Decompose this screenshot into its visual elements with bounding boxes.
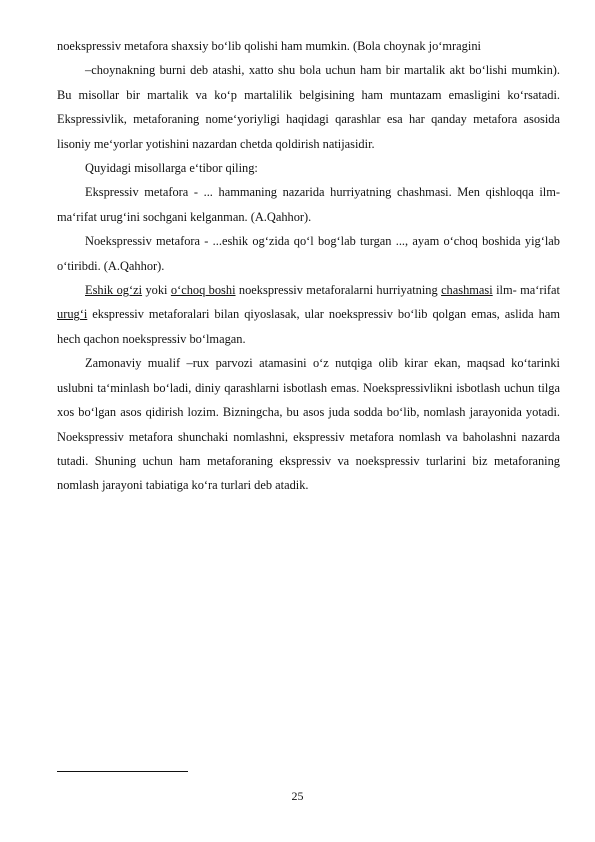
footnote-separator: [57, 771, 188, 772]
text-segment: ekspressiv metaforalari bilan qiyoslasak, ular noekspressiv bo‘lib qolgan emas, aslida ham hech qachon noekspressiv bo‘lmagan.: [57, 307, 560, 346]
paragraph-comparison: [57, 278, 560, 351]
page-number: 25: [291, 789, 304, 803]
term-eshik-ogzi: Eshik og‘zi: [85, 283, 143, 298]
paragraph-choynak: –choynakning burni deb atashi, xatto shu bola uchun ham bir martalik akt bo‘lishi mumkin). Bu misollar bir martalik va ko‘p martalilik belgisining ham muntazam emasligini ko‘rsatadi. Ekspressivlik, metaforaning nome‘yoriyligi haqidagi qarashlar esa har qanday metafora asosida lisoniy me‘yorlar yotishini nazardan chetda qoldirish natijasidir.: [57, 63, 560, 151]
text-segment: ilm- ma‘rifat: [492, 283, 561, 298]
paragraph-continuation: noekspressiv metafora shaxsiy bo‘lib qolishi ham mumkin. (Bola choynak jo‘mragini: [57, 39, 481, 53]
paragraph-expressive-example: Ekspressiv metafora - ... hammaning nazarida hurriyatning chashmasi. Men qishloqqa ilm-ma‘rifat urug‘ini sochgani kelganman. (A.Qahhor).: [57, 185, 560, 224]
paragraph-nonexpressive-example: Noekspressiv metafora - ...eshik og‘zida qo‘l bog‘lab turgan ..., ayam o‘choq boshida yig‘lab o‘tiribdi. (A.Qahhor).: [57, 234, 560, 273]
text-segment: yoki: [142, 283, 171, 298]
term-ochoq-boshi: o‘choq boshi: [170, 283, 236, 298]
term-urugi: urug‘i: [57, 307, 88, 322]
paragraph-conclusion: Zamonaviy mualif –rux parvozi atamasini o‘z nutqiga olib kirar ekan, maqsad ko‘tarinki uslubni ta‘minlash bo‘ladi, diniy qarashlarni isbotlash emas. Noekspressivlikni isbotlash uchun tilga xos bo‘lgan asos qidirish lozim. Bizningcha, bu asos juda sodda bo‘lib, nomlash jarayonida yotadi. Noekspressiv metafora shunchaki nomlashni, ekspressiv metafora nomlash va baholashni nazarda tutadi. Shuning uchun ham metaforaning ekspressiv va noekspressiv turlarini biz metaforaning nomlash jarayoni tabiatiga ko‘ra turlari deb atadik.: [57, 356, 560, 493]
body-text: [57, 34, 560, 498]
text-segment: noekspressiv metaforalarni hurriyatning: [235, 283, 442, 298]
term-chashmasi: chashmasi: [441, 283, 493, 298]
paragraph-examples-intro: Quyidagi misollarga e‘tibor qiling:: [85, 161, 258, 176]
